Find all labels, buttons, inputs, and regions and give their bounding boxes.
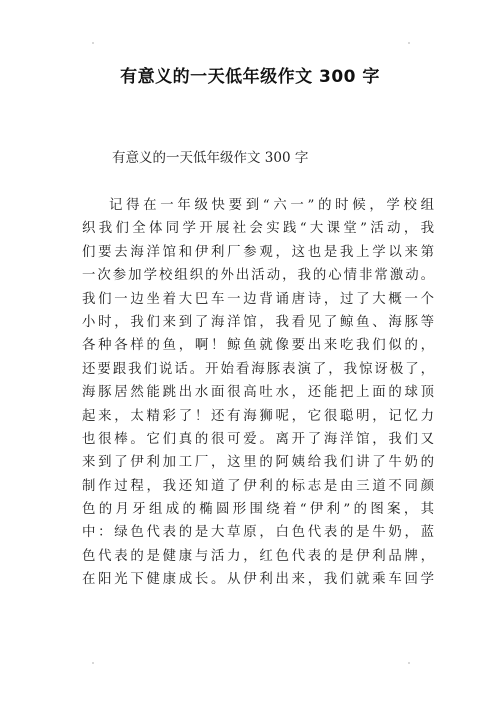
corner-mark-top-right <box>408 42 410 44</box>
body-line: 起来，太精彩了！还有海狮呢，它很聪明，记忆力 <box>82 408 434 424</box>
body-line: 们要去海洋馆和伊利厂参观，这也是我上学以来第 <box>82 244 434 260</box>
body-line: 中：绿色代表的是大草原，白色代表的是牛奶，蓝 <box>82 525 434 541</box>
corner-mark-top-left <box>92 42 94 44</box>
body-line: 制作过程，我还知道了伊利的标志是由三道不同颜 <box>82 478 434 494</box>
document-subtitle: 有意义的一天低年级作文 300 字 <box>112 150 309 166</box>
body-line: 记得在一年级快要到“六一”的时候，学校组 <box>109 198 434 213</box>
body-line: 也很棒。它们真的很可爱。离开了海洋馆，我们又 <box>82 431 434 447</box>
body-line: 海豚居然能跳出水面很高吐水，还能把上面的球顶 <box>82 385 434 401</box>
body-line: 色代表的是健康与活力，红色代表的是伊利品牌， <box>82 548 434 564</box>
body-line: 在阳光下健康成长。从伊利出来，我们就乘车回学 <box>82 572 434 588</box>
body-line: 织我们全体同学开展社会实践“大课堂”活动，我 <box>82 221 434 237</box>
body-line: 色的月牙组成的椭圆形围绕着“伊利”的图案，其 <box>82 502 434 518</box>
body-line: 一次参加学校组织的外出活动，我的心情非常激动。 <box>82 268 434 284</box>
corner-mark-bottom-left <box>92 662 94 664</box>
body-line: 来到了伊利加工厂，这里的阿姨给我们讲了牛奶的 <box>82 455 434 471</box>
body-line: 还要跟我们说话。开始看海豚表演了，我惊讶极了， <box>82 361 434 377</box>
body-line: 各种各样的鱼，啊！鲸鱼就像要出来吃我们似的， <box>82 338 434 354</box>
document-body <box>82 194 434 592</box>
corner-mark-bottom-right <box>408 662 410 664</box>
body-line: 小时，我们来到了海洋馆，我看见了鲸鱼、海豚等 <box>82 314 434 330</box>
document-title: 有意义的一天低年级作文 300 字 <box>120 67 380 87</box>
body-line: 我们一边坐着大巴车一边背诵唐诗，过了大概一个 <box>82 291 434 307</box>
